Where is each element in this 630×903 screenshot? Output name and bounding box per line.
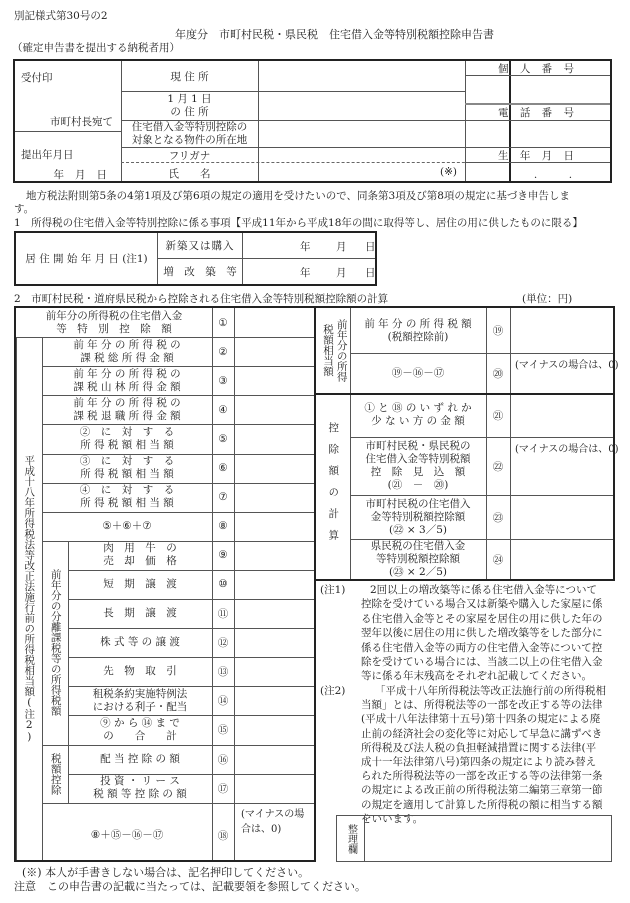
label-line: 金等特別税額控除額 bbox=[370, 510, 466, 523]
amount-input-14[interactable] bbox=[235, 686, 314, 715]
label-line: (㉑ － ⑳) bbox=[387, 479, 449, 491]
row-label-8 bbox=[45, 512, 209, 541]
form-number: 別記様式第30号の2 bbox=[14, 10, 108, 22]
footer-seal-note: (※) 本人が手書きしない場合は、記名押印してください。 bbox=[22, 866, 310, 879]
row-number-17: ⑰ bbox=[217, 782, 229, 795]
row-number-2: ② bbox=[218, 345, 228, 358]
label-line: の 合 計 bbox=[103, 729, 177, 742]
note-line: (平成十八年法律第十五号)第十四条の規定による廃 bbox=[361, 713, 601, 726]
day-unit: 日 bbox=[96, 169, 107, 181]
amount-input-10[interactable] bbox=[235, 570, 314, 599]
label-line: 配 当 控 除 の 額 bbox=[100, 752, 180, 765]
note-line: 2回以上の増改築等に係る住宅借入金等について bbox=[370, 584, 597, 596]
label-line: 市町村民税・県民税の bbox=[365, 440, 471, 452]
note-line: の規定を適用して計算した所得税の額に相当する額 bbox=[361, 798, 603, 811]
amount-input-17[interactable] bbox=[235, 774, 314, 803]
row-number-18: ⑱ bbox=[217, 830, 229, 843]
group-label-prev-income-a: 前年分の所得 bbox=[335, 319, 348, 382]
label-line: ① と ⑱ の い ず れ か bbox=[364, 402, 472, 414]
label-line: (㉒ × 3／5) bbox=[388, 523, 448, 536]
renovation-label: 増 改 築 等 bbox=[163, 266, 237, 278]
phone-number-input[interactable] bbox=[466, 121, 610, 147]
amount-input-4[interactable] bbox=[235, 395, 314, 424]
amount-input-24[interactable] bbox=[511, 539, 613, 579]
form-subtitle: （確定申告書を提出する納税者用） bbox=[12, 42, 180, 54]
submit-date-field[interactable] bbox=[54, 167, 108, 182]
amount-input-9[interactable] bbox=[235, 541, 314, 570]
row-number-1: ① bbox=[218, 316, 228, 329]
note-1 bbox=[320, 583, 610, 684]
amount-input-1[interactable] bbox=[235, 308, 314, 337]
form-title: 年度分 市町村民税・県民税 住宅借入金等特別税額控除申告書 bbox=[175, 28, 494, 41]
amount-input-8[interactable] bbox=[235, 512, 314, 541]
label-line: 前 年 分 の 所 得 税 の bbox=[73, 396, 181, 409]
label-line: 住宅借入金等特別税額 bbox=[365, 453, 471, 465]
label-line: 前 年 分 の 所 得 税 の bbox=[73, 338, 181, 351]
amount-input-2[interactable] bbox=[235, 337, 314, 366]
note-line: る住宅借入金等とその家屋を居住の用に供した年の bbox=[361, 612, 603, 625]
admin-box-field[interactable] bbox=[366, 816, 611, 861]
label-line: ⑤＋⑥＋⑦ bbox=[102, 519, 152, 532]
row-number-3: ③ bbox=[218, 374, 228, 387]
label-line: ② に 対 す る bbox=[79, 425, 175, 438]
label-line: 税 額 等 控 除 の 額 bbox=[93, 788, 187, 801]
label-line: 課 税 退 職 所 得 金 額 bbox=[73, 409, 181, 422]
group-label-separate-tax: 前年分の分離課税等の所得税額 bbox=[49, 569, 62, 717]
note-line: 止前の経済社会の変化等に対応して早急に講ずべき bbox=[361, 727, 603, 740]
label-line: 長 期 譲 渡 bbox=[103, 607, 177, 620]
amount-input-5[interactable] bbox=[235, 424, 314, 453]
note-line: 係る住宅借入金等の両方の住宅借入金等について控 bbox=[361, 641, 603, 654]
row-label-23 bbox=[354, 495, 482, 539]
amount-input-20[interactable] bbox=[511, 353, 619, 393]
label-line: ③ に 対 す る bbox=[79, 455, 175, 468]
row-number-19: ⑲ bbox=[492, 325, 504, 337]
row-label-20 bbox=[354, 353, 482, 393]
row-label-13 bbox=[71, 657, 209, 686]
label-line: 売 却 価 格 bbox=[103, 555, 177, 568]
label-line: 前年分の所得税の住宅借入金 bbox=[45, 309, 183, 322]
row-number-13: ⑬ bbox=[217, 666, 229, 679]
row-label-16 bbox=[71, 745, 209, 774]
row-label-12 bbox=[71, 628, 209, 657]
minus-note: (マイナスの場合は、0) bbox=[241, 808, 305, 835]
row-number-10: ⑩ bbox=[218, 578, 228, 591]
row-label-10 bbox=[71, 570, 209, 599]
tax-equivalent-table bbox=[14, 306, 316, 862]
row-number-22: ㉒ bbox=[492, 460, 504, 473]
note-2-label: (注2) bbox=[320, 685, 346, 697]
note-2 bbox=[320, 684, 610, 826]
amount-input-18[interactable] bbox=[235, 803, 314, 869]
amount-input-19[interactable] bbox=[511, 308, 613, 353]
row-number-21: ㉑ bbox=[492, 409, 504, 422]
row-label-4 bbox=[45, 395, 209, 424]
label-line: 課 税 山 林 所 得 金 額 bbox=[73, 380, 181, 393]
row-label-9 bbox=[71, 541, 209, 570]
divider bbox=[42, 337, 43, 860]
label-line: 控 除 見 込 額 bbox=[370, 466, 466, 478]
note-1-label: (注1) bbox=[320, 584, 346, 596]
amount-input-22[interactable] bbox=[511, 437, 619, 495]
group-label-tax-credit: 税額控除 bbox=[49, 752, 62, 795]
note-line: 控除を受けている場合又は新築や購入した家屋に係 bbox=[361, 598, 603, 611]
jan1-address-label: 1 月 1 日 の 住 所 bbox=[167, 93, 212, 118]
name-input[interactable] bbox=[259, 163, 465, 183]
row-label-1 bbox=[18, 308, 210, 337]
label-line: 租税条約実施特例法 bbox=[92, 687, 188, 700]
row-number-8: ⑧ bbox=[218, 520, 228, 533]
row-number-9: ⑨ bbox=[218, 549, 228, 562]
row-number-4: ④ bbox=[218, 403, 228, 416]
row-number-6: ⑥ bbox=[218, 462, 228, 475]
note-line: 成十一年法律第八号)第四条の規定により読み替え bbox=[361, 756, 597, 769]
amount-input-15[interactable] bbox=[235, 715, 314, 744]
label-line: ⑧＋⑮－⑯－⑰ bbox=[90, 829, 164, 842]
label-line: 等特別税額控除額 bbox=[376, 552, 460, 565]
note-line: 翌年以後に居住の用に供した増改築等をした部分に bbox=[361, 627, 603, 640]
furigana-input[interactable] bbox=[259, 148, 465, 162]
amount-input-7[interactable] bbox=[235, 483, 314, 512]
row-label-7 bbox=[45, 483, 209, 512]
group-label-prev-income-b: 税額相当額 bbox=[322, 324, 334, 377]
label-line: 肉 用 牛 の bbox=[103, 542, 177, 555]
amount-input-3[interactable] bbox=[235, 366, 314, 395]
note-line: をいいます。 bbox=[361, 812, 424, 825]
section1-heading: 1 所得税の住宅借入金等特別控除に係る事項【平成11年から平成18年の間に取得等し、居住の用に供したものに限る】 bbox=[14, 217, 583, 229]
label-line: 少 な い 方 の 金 額 bbox=[371, 415, 465, 427]
minus-note: (マイナスの場合は、0) bbox=[515, 444, 619, 455]
birth-date-label: 生 年 月 日 bbox=[497, 149, 578, 162]
row-label-5 bbox=[45, 424, 209, 453]
label-line: 県民税の住宅借入金 bbox=[370, 539, 466, 552]
row-label-2 bbox=[45, 337, 209, 366]
month-unit: 月 bbox=[75, 169, 86, 181]
personal-number-label: 個 人 番 号 bbox=[497, 62, 578, 75]
amount-input-6[interactable] bbox=[235, 454, 314, 483]
row-number-14: ⑭ bbox=[217, 695, 229, 708]
current-address-label: 現 住 所 bbox=[170, 70, 209, 83]
receipt-stamp-area bbox=[15, 61, 121, 183]
label-line: (㉓ × 2／5) bbox=[388, 565, 448, 578]
row-number-12: ⑫ bbox=[217, 637, 229, 650]
label-line: 所 得 税 額 相 当 額 bbox=[80, 438, 174, 451]
row-label-11 bbox=[71, 599, 209, 628]
label-line: (税額控除前) bbox=[387, 330, 449, 343]
row-number-5: ⑤ bbox=[218, 432, 228, 445]
label-line: 株 式 等 の 譲 渡 bbox=[100, 636, 180, 649]
residence-start-label: 居 住 開 始 年 月 日 (注1) bbox=[25, 253, 148, 265]
amount-input-23[interactable] bbox=[511, 495, 613, 539]
note-line: られた所得税法等の一部を改正する等の法律第一条 bbox=[361, 770, 603, 783]
label-line: 等 特 別 控 除 額 bbox=[56, 322, 172, 335]
renovation-date-field[interactable]: 年 月 日 bbox=[300, 267, 376, 279]
property-location-input[interactable] bbox=[259, 121, 465, 147]
seal-mark: (※) bbox=[440, 166, 457, 178]
label-line: ⑨ か ら ⑭ ま で bbox=[100, 716, 180, 729]
label-line: 所 得 税 額 相 当 額 bbox=[80, 468, 174, 481]
intro-text-line2: す。 bbox=[14, 203, 35, 215]
name-label: 氏 名 bbox=[168, 167, 211, 180]
unit-label: (単位：円) bbox=[522, 293, 573, 305]
row-label-21 bbox=[354, 393, 482, 437]
section2-heading: 2 市町村民税・道府県民税から控除される住宅借入金等特別税額控除額の計算 bbox=[14, 293, 389, 305]
divider bbox=[68, 541, 69, 803]
birth-date-input[interactable]: . . bbox=[533, 168, 573, 181]
receipt-stamp-label: 受付印 bbox=[21, 72, 53, 84]
addressee-label: 市町村長宛て bbox=[50, 116, 113, 128]
year-unit: 年 bbox=[53, 169, 64, 181]
group-label-deduction-calc: 控除額の計算 bbox=[327, 421, 340, 551]
amount-input-11[interactable] bbox=[235, 599, 314, 628]
label-line: ④ に 対 す る bbox=[79, 484, 175, 497]
label-line: 市町村民税の住宅借入 bbox=[365, 497, 471, 510]
amount-input-16[interactable] bbox=[235, 745, 314, 774]
property-location-label: 住宅借入金等特別控除の 対象となる物件の所在地 bbox=[131, 121, 248, 146]
label-line: ⑲－⑯－⑰ bbox=[391, 366, 445, 379]
row-label-3 bbox=[45, 366, 209, 395]
label-line: 課 税 総 所 得 金 額 bbox=[80, 351, 174, 364]
jan1-address-input[interactable] bbox=[259, 92, 465, 120]
note-line: 所得税及び法人税の負担軽減措置に関する法律(平 bbox=[361, 741, 597, 754]
row-label-24 bbox=[354, 539, 482, 579]
submit-date-label: 提出年月日 bbox=[21, 149, 74, 161]
row-number-11: ⑪ bbox=[217, 608, 229, 621]
phone-number-label: 電 話 番 号 bbox=[497, 106, 578, 119]
personal-number-input[interactable] bbox=[466, 76, 610, 103]
row-label-15 bbox=[71, 715, 209, 744]
row-number-24: ㉔ bbox=[492, 553, 504, 566]
intro-text-line1: 地方税法附則第5条の4第1項及び第6項の規定の適用を受けたいので、同条第3項及び第8項の規定に基づき申告しま bbox=[26, 190, 570, 202]
note-line: 除を受けている場合には、当該二以上の住宅借入金 bbox=[361, 656, 603, 669]
note-line: 等に係る年末残高をそれぞれ記載してください。 bbox=[361, 670, 592, 683]
label-line: 所 得 税 額 相 当 額 bbox=[80, 497, 174, 510]
admin-box bbox=[336, 815, 612, 862]
admin-box-label: 整理欄 bbox=[337, 816, 365, 861]
residence-start-table bbox=[14, 231, 377, 286]
label-line: 投 資 ・ リ ー ス bbox=[100, 775, 180, 788]
amount-input-21[interactable] bbox=[511, 393, 613, 437]
label-line: 前 年 分 の 所 得 税 額 bbox=[364, 317, 472, 330]
note-line: 当額」とは、所得税法等の一部を改正する等の法律 bbox=[361, 699, 603, 712]
group-label-pre-reform: 平成十八年所得税法等改正法施行前の所得税相当額(注2) bbox=[23, 454, 36, 743]
current-address-input[interactable] bbox=[259, 61, 465, 91]
row-label-18 bbox=[45, 803, 209, 869]
row-number-20: ⑳ bbox=[492, 367, 504, 380]
new-build-label: 新築又は購入 bbox=[165, 240, 235, 252]
row-label-22 bbox=[354, 437, 482, 495]
minus-note: (マイナスの場合は、0) bbox=[515, 360, 619, 371]
new-build-date-field[interactable]: 年 月 日 bbox=[300, 241, 376, 253]
row-number-7: ⑦ bbox=[218, 491, 228, 504]
note-line: の規定による改正前の所得税法第二編第三章第一節 bbox=[361, 784, 603, 797]
row-label-6 bbox=[45, 454, 209, 483]
furigana-label: フリガナ bbox=[168, 149, 211, 162]
row-number-15: ⑮ bbox=[217, 724, 229, 737]
footer-caution: 注意 この申告書の記載に当たっては、記載要領を参照してください。 bbox=[14, 880, 366, 893]
row-number-23: ㉓ bbox=[492, 511, 504, 524]
label-line: 前 年 分 の 所 得 税 の bbox=[73, 367, 181, 380]
label-line: における利子・配当 bbox=[92, 700, 188, 713]
note-line: 「平成十八年所得税法等改正法施行前の所得税相 bbox=[375, 685, 606, 697]
row-label-17 bbox=[71, 774, 209, 803]
row-label-14 bbox=[71, 686, 209, 715]
amount-input-13[interactable] bbox=[235, 657, 314, 686]
label-line: 短 期 譲 渡 bbox=[103, 577, 177, 590]
row-label-19 bbox=[354, 308, 482, 353]
row-number-16: ⑯ bbox=[217, 753, 229, 766]
deduction-calc-table bbox=[314, 306, 619, 581]
amount-input-12[interactable] bbox=[235, 628, 314, 657]
label-line: 先 物 取 引 bbox=[103, 665, 177, 678]
